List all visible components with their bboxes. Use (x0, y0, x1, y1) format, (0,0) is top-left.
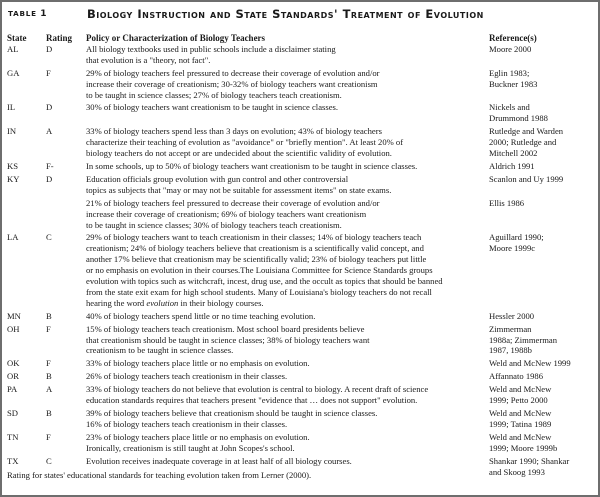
column-header-state: State (7, 33, 27, 43)
rating-cell: C (46, 455, 52, 466)
reference-line: Hessler 2000 (489, 310, 535, 321)
reference-line: 2000; Rutledge and (489, 137, 557, 148)
state-cell: LA (7, 232, 19, 243)
table-row (7, 432, 595, 456)
rating-cell: F (46, 323, 51, 334)
reference-line: Zimmerman (489, 323, 532, 334)
reference-cell (489, 68, 595, 103)
policy-line: 33% of biology teachers do not believe that evolution is central to biology. A recent draft of science (86, 384, 429, 395)
rating-cell: F (46, 431, 51, 442)
policy-line: 16% of biology teachers teach creationism in their classes. (86, 418, 288, 429)
reference-line: Mitchell 2002 (489, 148, 538, 159)
reference-line: Ellis 1986 (489, 197, 525, 208)
reference-cell (489, 432, 595, 456)
policy-line: 33% of biology teachers spend less than 3 days on evolution; 43% of biology teachers (86, 126, 382, 137)
policy-line: that evolution is a "theory, not fact". (86, 54, 211, 65)
policy-cell (86, 174, 489, 198)
table-caption (8, 8, 592, 24)
reference-line: Weld and McNew (489, 408, 552, 418)
reference-cell (489, 174, 595, 198)
rating-cell: B (46, 371, 52, 382)
emphasized-word: evolution (146, 297, 179, 308)
rating-cell: D (46, 173, 53, 184)
table-row (7, 68, 595, 103)
reference-line: Aldrich 1991 (489, 160, 535, 171)
policy-line: creationism to be taught in science classes. (86, 345, 234, 356)
policy-line: that creationism should be taught in science classes; 38% of biology teachers want (86, 334, 370, 345)
table-row (7, 358, 595, 371)
state-cell: KY (7, 173, 20, 184)
table-row (7, 371, 595, 384)
policy-cell (86, 432, 489, 456)
policy-line: 39% of biology teachers believe that creationism should be taught in science classes. (86, 408, 378, 418)
reference-line: Eglin 1983; (489, 67, 530, 78)
policy-cell (86, 371, 489, 384)
policy-line: to be taught in science classes; 27% of biology teachers teach creationism. (86, 89, 342, 100)
reference-line: Rutledge and Warden (489, 126, 564, 137)
policy-line: hearing the word evolution in their biology courses. (86, 297, 264, 308)
reference-line: Weld and McNew (489, 384, 552, 395)
state-cell: AL (7, 43, 19, 54)
policy-line: 33% of biology teachers place little or no emphasis on evolution. (86, 358, 310, 369)
reference-line: Weld and McNew 1999 (489, 358, 571, 369)
policy-cell (86, 232, 489, 310)
reference-line: 1988a; Zimmerman (489, 334, 558, 345)
policy-cell (86, 44, 489, 68)
table-number: 1 (40, 9, 48, 19)
state-cell: TN (7, 431, 19, 442)
reference-cell (489, 324, 595, 359)
rating-cell: A (46, 126, 53, 137)
policy-cell (86, 126, 489, 161)
state-cell: OR (7, 371, 19, 382)
state-cell: SD (7, 408, 18, 418)
reference-line: Shankar 1990; Shankar (489, 455, 570, 466)
policy-line: biology teachers do not accept or are undecided about the scientific validity of evolution. (86, 148, 392, 159)
table-row (7, 311, 595, 324)
table-row (7, 324, 595, 359)
policy-cell (86, 161, 489, 174)
policy-cell (86, 102, 489, 126)
rating-cell: F (46, 67, 51, 78)
policy-cell (86, 324, 489, 359)
state-cell: TX (7, 455, 19, 466)
table-row (7, 408, 595, 432)
table-footnote: Rating for states' educational standards for teaching evolution taken from Lerner (2000). (7, 470, 312, 480)
reference-line: Weld and McNew (489, 431, 552, 442)
rating-cell (46, 198, 86, 233)
reference-line: Nickels and (489, 102, 530, 113)
policy-line: 21% of biology teachers feel pressured to decrease their coverage of evolution and/or (86, 197, 380, 208)
reference-cell (489, 126, 595, 161)
state-cell: PA (7, 384, 18, 395)
column-header-reference: Reference(s) (489, 33, 537, 43)
policy-cell (86, 358, 489, 371)
table-label (8, 9, 47, 19)
reference-line: Drummond 1988 (489, 113, 548, 124)
rating-cell: D (46, 43, 53, 54)
policy-line: 26% of biology teachers teach creationism in their classes. (86, 371, 288, 382)
table-body (7, 44, 595, 480)
rating-cell: F (46, 358, 51, 369)
policy-line: In some schools, up to 50% of biology teachers want creationism to be taught in science classes. (86, 160, 418, 171)
state-cell: IN (7, 126, 17, 137)
reference-cell (489, 456, 595, 480)
rating-cell: B (46, 310, 52, 321)
policy-line: characterize their teaching of evolution as "avoidance" or "briefly mention". At least 20% of (86, 137, 404, 148)
table-row (7, 174, 595, 198)
state-cell: KS (7, 160, 18, 171)
reference-cell (489, 384, 595, 408)
policy-cell (86, 68, 489, 103)
reference-line: and Skoog 1993 (489, 466, 545, 477)
policy-line: or no emphasis on evolution in their courses.The Louisiana Committee for Science Standards groups (86, 265, 433, 276)
policy-line: 40% of biology teachers spend little or no time teaching evolution. (86, 310, 316, 321)
policy-line: from the state exit exam for high school students. Many of Louisiana's biology teachers do not recall (86, 286, 432, 297)
column-header-rating: Rating (46, 33, 73, 43)
reference-cell (489, 232, 595, 310)
policy-line: topics as subjects that "may or may not be suitable for assessment items" on state exams. (86, 184, 392, 195)
policy-line: to be taught in science classes; 30% of biology teachers teach creationism. (86, 219, 342, 230)
reference-cell (489, 102, 595, 126)
rating-cell: A (46, 384, 53, 395)
policy-line: another 17% believe that creationism may be scientifically valid; 23% of biology teachers put little (86, 254, 427, 265)
reference-line: Affannato 1986 (489, 371, 544, 382)
table-row (7, 198, 595, 233)
policy-line: All biology textbooks used in public schools include a disclaimer stating (86, 43, 336, 54)
policy-line: increase their coverage of creationism; 30-32% of biology teachers want creationism (86, 78, 378, 89)
reference-line: Moore 2000 (489, 43, 532, 54)
reference-line: Aguillard 1990; (489, 232, 544, 243)
reference-cell (489, 44, 595, 68)
policy-line: evolution with topics such as witchcraft, incest, drug use, and the occult as topics that should be banned (86, 276, 443, 287)
rating-cell: B (46, 408, 52, 418)
table-row (7, 161, 595, 174)
policy-line: 23% of biology teachers place little or no emphasis on evolution. (86, 431, 310, 442)
reference-cell (489, 371, 595, 384)
policy-line: 29% of biology teachers feel pressured to decrease their coverage of evolution and/or (86, 67, 380, 78)
column-header-policy: Policy or Characterization of Biology Teachers (86, 33, 266, 43)
policy-cell (86, 408, 489, 432)
reference-cell (489, 358, 595, 371)
state-cell (7, 198, 46, 233)
reference-line: 1999; Tatina 1989 (489, 418, 552, 429)
policy-line: Evolution receives inadequate coverage in at least half of all biology courses. (86, 455, 352, 466)
reference-line: Buckner 1983 (489, 78, 538, 89)
state-cell: MN (7, 310, 21, 321)
reference-line: Scanlon and Uy 1999 (489, 173, 564, 184)
state-cell: IL (7, 102, 16, 113)
reference-cell (489, 408, 595, 432)
policy-cell (86, 384, 489, 408)
policy-line: education standards requires that teachers present "evidence that … does not support" evolution. (86, 395, 418, 406)
header-row (7, 33, 595, 44)
state-cell: GA (7, 67, 20, 78)
rating-cell: C (46, 232, 52, 243)
reference-cell (489, 161, 595, 174)
table-row (7, 232, 595, 310)
policy-line: 15% of biology teachers teach creationism. Most school board presidents believe (86, 323, 365, 334)
state-cell: OK (7, 358, 20, 369)
table-row (7, 384, 595, 408)
policy-line: increase their coverage of creationism; 69% of biology teachers want creationism (86, 208, 367, 219)
table-row (7, 126, 595, 161)
policy-cell (86, 311, 489, 324)
reference-line: 1999; Petto 2000 (489, 395, 548, 406)
evolution-table (7, 33, 595, 479)
policy-line: 30% of biology teachers want creationism to be taught in science classes. (86, 102, 339, 113)
policy-line: Education officials group evolution with gun control and other controversial (86, 173, 349, 184)
reference-line: 1999; Moore 1999b (489, 442, 558, 453)
rating-cell: F- (46, 160, 54, 171)
policy-line: creationism; 24% of biology teachers believe that creationism is a scientifically valid concept, and (86, 243, 424, 254)
policy-line: 29% of biology teachers want to teach creationism in their classes; 14% of biology teachers teach (86, 232, 422, 243)
policy-cell (86, 198, 489, 233)
reference-line: Moore 1999c (489, 243, 536, 254)
state-cell: OH (7, 323, 20, 334)
policy-line: Ironically, creationism is still taught at John Scopes's school. (86, 442, 295, 453)
reference-cell (489, 198, 595, 233)
reference-line: 1987, 1988b (489, 345, 532, 356)
table-title: Biology Instruction and State Standards' Treatment of Evolution (87, 7, 484, 21)
table-row (7, 102, 595, 126)
rating-cell: D (46, 102, 53, 113)
table-row (7, 44, 595, 68)
table-label-text: TABLE (8, 9, 37, 18)
reference-cell (489, 311, 595, 324)
